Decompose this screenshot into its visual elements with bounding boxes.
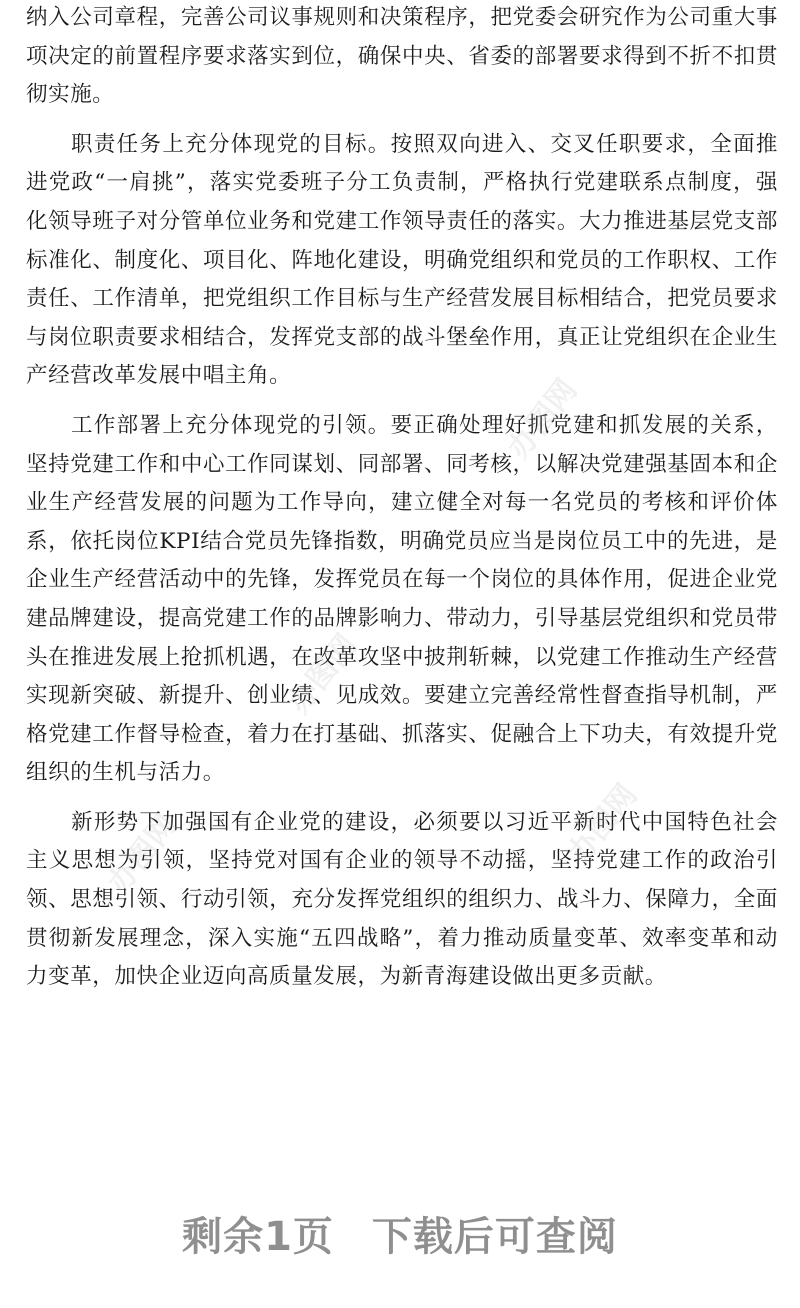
paragraph-work-deployment: 工作部署上充分体现党的引领。要正确处理好抓党建和抓发展的关系，坚持党建工作和中心工作同谋划、同部署、同考核，以解决党建强基固本和企业生产经营发展的问题为工作导向，建立健全对每一名党员的考核和评价体系，依托岗位KPI结合党员先锋指数，明确党员应当是岗位员工中的先进，是企业生产经营活动中的先锋，发挥党员在每一个岗位的具体作用，促进企业党建品牌建设，提高党建工作的品牌影响力、带动力，引导基层党组织和党员带头在推进发展上抢抓机遇，在改革攻坚中披荆斩棘，以党建工作推动生产经营实现新突破、新提升、创业绩、见成效。要建立完善经常性督查指导机制，严格党建工作督导检查，着力在打基础、抓落实、促融合上下功夫，有效提升党组织的生机与活力。 [26, 412, 778, 786]
watermark-logo: 办图网 [561, 777, 645, 871]
paragraph-responsibilities: 职责任务上充分体现党的目标。按照双向进入、交叉任职要求，全面推进党政“一肩挑”，落实党委班子分工负责制，严格执行党建联系点制度，强化领导班子对分管单位业务和党建工作领导责任的落实。大力推进基层党支部标准化、制度化、项目化、阵地化建设，明确党组织和党员的工作职权、工作责任、工作清单，把党组织工作目标与生产经营发展目标相结合，把党员要求与岗位职责要求相结合，发挥党支部的战斗堡垒作用，真正让党组织在企业生产经营改革发展中唱主角。 [26, 131, 778, 389]
document-body [26, 0, 778, 997]
download-banner[interactable] [0, 1205, 800, 1262]
watermark-logo: 办图网 [101, 807, 185, 901]
watermark-logo: 办图网 [501, 372, 585, 466]
paragraph-conclusion: 新形势下加强国有企业党的建设，必须要以习近平新时代中国特色社会主义思想为引领，坚持党对国有企业的领导不动摇，坚持党建工作的政治引领、思想引领、行动引领，充分发挥党组织的组织力、战斗力、保障力，全面贯彻新发展理念，深入实施“五四战略”，着力推动质量变革、效率变革和动力变革，加快企业迈向高质量发展，为新青海建设做出更多贡献。 [26, 809, 778, 990]
watermark-logo: 办图网 [281, 627, 365, 721]
remaining-pages-label: 剩余1页 [182, 1214, 334, 1260]
paragraph-continuation: 纳入公司章程，完善公司议事规则和决策程序，把党委会研究作为公司重大事项决定的前置程序要求落实到位，确保中央、省委的部署要求得到不折不扣贯彻实施。 [26, 5, 778, 108]
download-to-view-label: 下载后可查阅 [371, 1214, 618, 1260]
